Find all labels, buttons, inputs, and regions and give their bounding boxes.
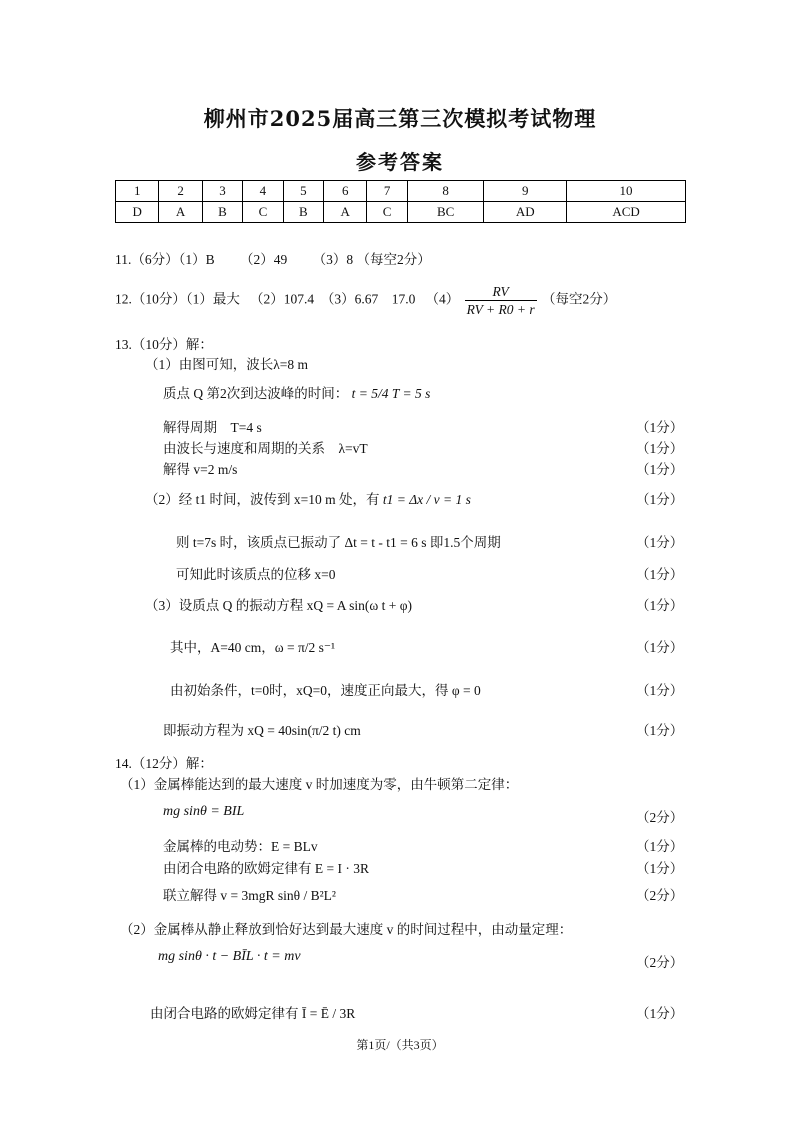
q14-line-5: 联立解得 v = 3mgR sinθ / B²L² [163, 888, 336, 903]
score-mark: （1分） [636, 861, 684, 876]
score-mark: （1分） [636, 420, 684, 435]
q13-line-6-math: t1 = Δx / v = 1 s [382, 492, 471, 507]
q14-line-3: 金属棒的电动势：E = BLv [163, 839, 318, 854]
question-number-cell: 4 [243, 181, 283, 202]
q12-head: 12.（10分）（1）最大 [115, 291, 240, 307]
answer-cell: AD [484, 202, 567, 223]
q14-line-6: （2）金属棒从静止释放到恰好达到最大速度 v 的时间过程中，由动量定理： [120, 922, 573, 937]
score-mark: （2分） [636, 955, 684, 970]
q13-line-2-text: 质点 Q 第2次到达波峰的时间： [163, 386, 349, 401]
answer-table-answer-row [116, 202, 686, 223]
q12-part3: （3）6.67 [320, 291, 379, 307]
question-number-cell: 10 [567, 181, 686, 202]
q14-line-4: 由闭合电路的欧姆定律有 E = I · 3R [163, 861, 369, 876]
q11-head: 11.（6分）（1）B [115, 252, 215, 267]
question-number-cell: 6 [324, 181, 367, 202]
score-mark: （1分） [636, 640, 684, 655]
q14-line-2: mg sinθ = BIL [163, 804, 245, 819]
score-mark: （2分） [636, 810, 684, 825]
question-number-cell: 8 [407, 181, 484, 202]
q13-line-11: 由初始条件，t=0时，xQ=0，速度正向最大，得 φ = 0 [170, 683, 481, 698]
q13-line-6-text: （2）经 t1 时间，波传到 x=10 m 处，有 [145, 492, 380, 507]
score-mark: （1分） [636, 441, 684, 456]
score-mark: （1分） [636, 839, 684, 854]
question-number-cell: 2 [159, 181, 202, 202]
answer-cell: B [202, 202, 242, 223]
q12-part3b: 17.0 [391, 291, 416, 307]
q13-line-1: （1）由图可知，波长λ=8 m [145, 357, 309, 372]
q12-fraction-denominator: RV + R0 + r [466, 302, 535, 317]
score-mark: （1分） [636, 492, 684, 507]
page-title: 柳州市2025届高三第三次模拟考试物理 [203, 106, 597, 131]
question-number-cell: 1 [116, 181, 159, 202]
score-mark: （1分） [636, 462, 684, 477]
q13-line-7: 则 t=7s 时，该质点已振动了 Δt = t - t1 = 6 s 即1.5个周期 [176, 535, 501, 550]
question-number-cell: 7 [367, 181, 407, 202]
q13-line-9: （3）设质点 Q 的振动方程 xQ = A sin(ω t + φ) [145, 598, 413, 613]
q13-line-4: 由波长与速度和周期的关系 λ=vT [163, 441, 368, 456]
q14-line-7: mg sinθ · t − BĪL · t = mv [158, 949, 301, 964]
q11-part2: （2）49 [240, 252, 288, 267]
score-mark: （1分） [636, 598, 684, 613]
q11-part3: （3）8 （每空2分） [312, 252, 431, 267]
score-mark: （1分） [636, 567, 684, 582]
q13-line-12: 即振动方程为 xQ = 40sin(π/2 t) cm [163, 723, 361, 738]
answer-cell: A [159, 202, 202, 223]
page-footer: 第1页/（共3页） [356, 1038, 444, 1052]
answer-cell: C [243, 202, 283, 223]
page-subtitle: 参考答案 [356, 150, 444, 174]
answer-cell: C [367, 202, 407, 223]
q13-line-2 [163, 382, 430, 402]
score-mark: （1分） [636, 723, 684, 738]
q13-line-5: 解得 v=2 m/s [163, 462, 238, 477]
q12-line [115, 283, 616, 318]
q13-line-6 [145, 488, 471, 508]
q14-line-1: （1）金属棒能达到的最大速度 v 时加速度为零，由牛顿第二定律： [120, 777, 519, 792]
answer-table-number-row [116, 181, 686, 202]
question-number-cell: 3 [202, 181, 242, 202]
q13-line-8: 可知此时该质点的位移 x=0 [176, 567, 336, 582]
q12-part2: （2）107.4 [250, 291, 315, 307]
score-mark: （1分） [636, 535, 684, 550]
score-mark: （1分） [636, 1006, 684, 1021]
q12-fraction-numerator: RV [465, 283, 537, 301]
answer-cell: BC [407, 202, 484, 223]
question-number-cell: 5 [283, 181, 323, 202]
answer-cell: ACD [567, 202, 686, 223]
question-number-cell: 9 [484, 181, 567, 202]
q14-head: 14.（12分）解： [115, 756, 213, 771]
q14-line-8: 由闭合电路的欧姆定律有 Ī = Ē / 3R [150, 1006, 356, 1021]
q12-fraction [465, 283, 537, 318]
q12-tail: （每空2分） [541, 291, 617, 307]
score-mark: （2分） [636, 888, 684, 903]
q11-line [115, 248, 431, 268]
answer-cell: D [116, 202, 159, 223]
q13-line-3: 解得周期 T=4 s [163, 420, 262, 435]
answer-cell: A [324, 202, 367, 223]
answer-cell: B [283, 202, 323, 223]
q13-line-2-math: t = 5/4 T = 5 s [351, 386, 431, 401]
q13-head: 13.（10分）解： [115, 337, 213, 352]
q13-line-10: 其中，A=40 cm，ω = π/2 s⁻¹ [170, 640, 336, 655]
q12-part4: （4） [425, 291, 460, 307]
score-mark: （1分） [636, 683, 684, 698]
answer-table [115, 180, 686, 223]
